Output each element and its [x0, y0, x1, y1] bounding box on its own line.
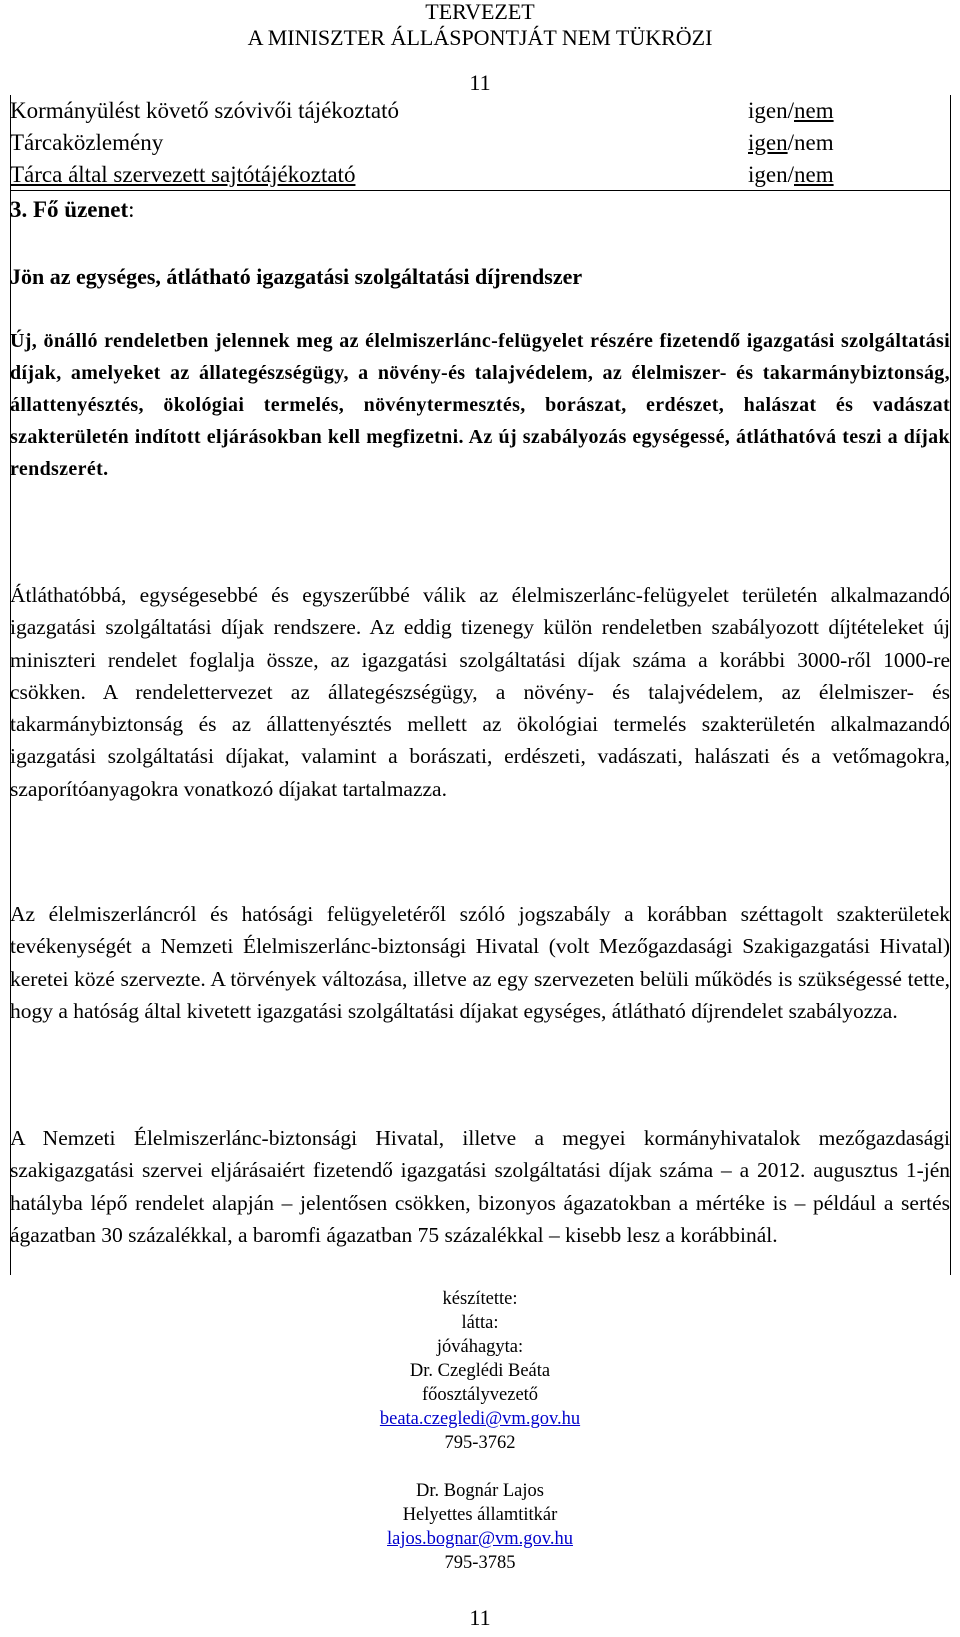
option-yes: igen: [748, 162, 788, 187]
section-number: 3.: [10, 197, 28, 222]
communication-row: [10, 159, 950, 191]
right-border-rule: [950, 95, 951, 1275]
yes-no-choice: [748, 127, 834, 159]
option-yes: igen: [748, 130, 788, 155]
section-title: Fő üzenet: [33, 197, 129, 222]
option-no: nem: [794, 162, 834, 187]
main-headline: Jön az egységes, átlátható igazgatási szolgáltatási díjrendszer: [10, 264, 583, 289]
approved-by-label: jóváhagyta:: [436, 1337, 524, 1357]
option-no: nem: [794, 130, 834, 155]
signatory-phone: 795-3762: [444, 1433, 516, 1453]
row-label: Tárca által szervezett sajtótájékoztató: [10, 162, 356, 187]
body-paragraph: Átláthatóbbá, egységesebbé és egyszerűbbé válik az élelmiszerlánc-felügyelet területén alkalmazandó igazgatási szolgáltatási díjak rendszere. Az eddig tizenegy külön rendeletben szabályozott díjtételeket új miniszteri rendelet foglalja össze, az igazgatási szolgáltatási díjak száma a korábbi 3000-ről 1000-re csökken. A rendelettervezet az állategészségügy, a növény- és talajvédelem, az élelmiszer- és takarmánybiztonság és az állattenyésztés mellett az ökológiai termelés szakterületén alkalmazandó igazgatási szolgáltatási díjakat, valamint a borászati, erdészeti, vadászati, halászati és a vetőmagokra, szaporítóanyagokra vonatkozó díjakat tartalmazza.: [10, 583, 950, 801]
page-number-bottom: 11: [469, 1605, 491, 1630]
page-number-top: 11: [469, 70, 491, 95]
communication-row: [10, 95, 950, 127]
signatory-phone: 795-3785: [444, 1553, 516, 1573]
section-heading: [10, 195, 135, 225]
draft-label: TERVEZET: [425, 0, 535, 24]
signature-block: [0, 1287, 960, 1575]
option-no: nem: [794, 98, 834, 123]
yes-no-choice: [748, 159, 834, 191]
row-label: Kormányülést követő szóvivői tájékoztató: [10, 98, 399, 123]
signatory-title: főosztályvezető: [421, 1385, 539, 1405]
seen-by-label: látta:: [461, 1313, 499, 1333]
body-paragraph: Az élelmiszerláncról és hatósági felügyeletéről szóló jogszabály a korábban széttagolt szakterületek tevékenységét a Nemzeti Élelmiszerlánc-biztonsági Hivatal (volt Mezőgazdasági Szakigazgatási Hivatal) keretei közé szervezte. A törvények változása, illetve az egy szervezeten belüli működés is szükségessé tette, hogy a hatóság által kivetett igazgatási szolgáltatási díjakat egységes, átlátható díjrendelet szabályozza.: [10, 902, 950, 1023]
section-colon: :: [128, 197, 135, 222]
option-separator: /: [787, 162, 794, 187]
option-separator: /: [787, 130, 794, 155]
option-yes: igen: [748, 98, 788, 123]
signatory-title: Helyettes államtitkár: [402, 1505, 558, 1525]
communication-row: [10, 127, 950, 159]
signatory-email-link[interactable]: lajos.bognar@vm.gov.hu: [387, 1529, 573, 1549]
signatory-name: Dr. Bognár Lajos: [416, 1481, 544, 1501]
signatory-name: Dr. Czeglédi Beáta: [409, 1361, 551, 1381]
signatory-email-link[interactable]: beata.czegledi@vm.gov.hu: [379, 1409, 581, 1429]
lead-paragraph: Új, önálló rendeletben jelennek meg az élelmiszerlánc-felügyelet részére fizetendő igazgatási szolgáltatási díjak, amelyeket az állategészségügy, a növény-és talajvédelem, az élelmiszer- és takarmánybiztonság, állattenyésztés, ökológiai termelés, növénytermesztés, borászat, erdészet, halászat és vadászat szakterületén indított eljárásokban kell megfizetni. Az új szabályozás egységessé, átláthatóvá teszi a díjak rendszerét.: [10, 330, 950, 480]
body-paragraph: A Nemzeti Élelmiszerlánc-biztonsági Hivatal, illetve a megyei kormányhivatalok mezőgazdasági szakigazgatási szervei eljárásaiért fizetendő igazgatási szolgáltatási díjak száma – a 2012. augusztus 1-jén hatályba lépő rendelet alapján – jelentősen csökken, bizonyos ágazatokban a mértéke is – például a sertés ágazatban 30 százalékkal, a baromfi ágazatban 75 százalékkal – kisebb lesz a korábbinál.: [10, 1126, 950, 1247]
row-label: Tárcaközlemény: [10, 130, 164, 155]
prepared-by-label: készítette:: [442, 1289, 518, 1309]
option-separator: /: [787, 98, 794, 123]
disclaimer-notice: A MINISZTER ÁLLÁSPONTJÁT NEM TÜKRÖZI: [247, 25, 713, 50]
yes-no-choice: [748, 95, 834, 127]
